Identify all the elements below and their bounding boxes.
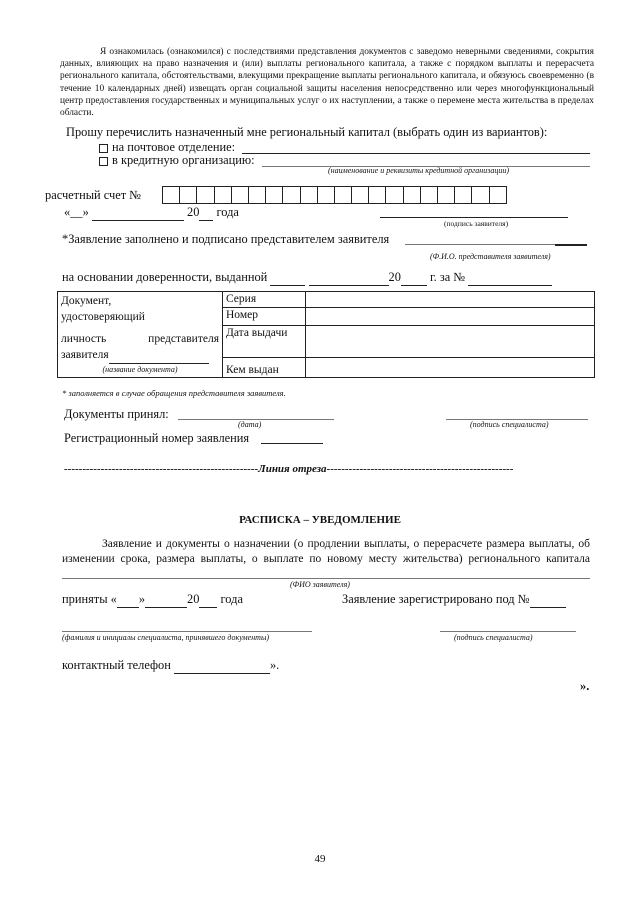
receipt-accepted-prefix: приняты « xyxy=(62,592,117,606)
cut-line xyxy=(64,463,513,475)
proxy-year-prefix: 20 xyxy=(388,270,401,284)
issue-date-value[interactable] xyxy=(306,325,595,358)
applicant-signature-line[interactable] xyxy=(380,217,568,218)
page-number: 49 xyxy=(314,853,326,865)
account-digit-cell[interactable] xyxy=(197,187,214,204)
number-value[interactable] xyxy=(306,307,595,325)
series-value[interactable] xyxy=(306,292,595,308)
representative-note: *Заявление заполнено и подписано представителем заявителя xyxy=(62,232,390,246)
reg-number-field[interactable] xyxy=(261,443,323,444)
account-digit-cell[interactable] xyxy=(317,187,334,204)
specialist-signature-caption: (подпись специалиста) xyxy=(470,420,549,429)
date-open-quote: «__» xyxy=(64,205,89,219)
date-line xyxy=(64,205,239,221)
contact-phone-label: контактный телефон xyxy=(62,658,171,672)
account-digit-cell[interactable] xyxy=(300,187,317,204)
account-digit-cell[interactable] xyxy=(180,187,197,204)
receipt-registered xyxy=(342,592,566,608)
receipt-registered-label: Заявление зарегистрировано под № xyxy=(342,592,530,606)
account-digit-cell[interactable] xyxy=(231,187,248,204)
receipt-year-prefix: 20 xyxy=(187,592,200,606)
receipt-specialist-name-line[interactable] xyxy=(62,631,312,632)
representative-document-table xyxy=(57,291,595,378)
number-label: Номер xyxy=(223,307,306,325)
receipt-accepted-line xyxy=(62,592,243,608)
issue-date-label: Дата выдачи xyxy=(223,325,306,358)
account-digit-cell[interactable] xyxy=(472,187,489,204)
option-bank[interactable] xyxy=(99,153,255,168)
date-month-field[interactable] xyxy=(92,205,184,221)
doc-col1-line2: удостоверяющий xyxy=(61,311,145,323)
receipt-specialist-signature-caption: (подпись специалиста) xyxy=(454,633,533,642)
post-office-line[interactable] xyxy=(242,153,590,154)
account-number-cells[interactable] xyxy=(162,186,507,204)
cut-dashes-right: --------------------------------------------------- xyxy=(326,463,514,475)
series-label: Серия xyxy=(223,292,306,308)
issued-by-value[interactable] xyxy=(306,358,595,378)
issued-by-label: Кем выдан xyxy=(223,358,306,378)
document-name-field[interactable] xyxy=(109,347,209,364)
date-year-field[interactable] xyxy=(199,205,213,221)
footnote: * заполняется в случае обращения представителя заявителя. xyxy=(62,388,286,398)
date-year-suffix: года xyxy=(216,205,239,219)
transfer-heading: Прошу перечислить назначенный мне региональный капитал (выбрать один из вариантов): xyxy=(66,125,548,139)
doc-col1-line4-text: заявителя xyxy=(61,349,109,361)
contact-phone-field[interactable] xyxy=(174,658,270,674)
cut-label: Линия отреза xyxy=(258,463,327,475)
doc-col1-line1: Документ, xyxy=(61,295,112,307)
date-year-prefix: 20 xyxy=(187,205,200,219)
representative-fio-line-end xyxy=(555,244,587,246)
bank-caption: (наименование и реквизиты кредитной организации) xyxy=(328,166,510,175)
account-digit-cell[interactable] xyxy=(266,187,283,204)
representative-fio-caption: (Ф.И.О. представителя заявителя) xyxy=(430,252,551,261)
receipt-fio-caption: (ФИО заявителя) xyxy=(290,580,350,589)
account-label: расчетный счет № xyxy=(45,188,142,202)
receipt-month-field[interactable] xyxy=(145,592,187,608)
proxy-suffix: г. за № xyxy=(430,270,466,284)
accepted-date-caption: (дата) xyxy=(238,420,262,429)
doc-col1-line4 xyxy=(61,347,219,364)
receipt-reg-number-field[interactable] xyxy=(530,592,566,608)
document-name-caption: (название документа) xyxy=(102,365,178,374)
receipt-specialist-name-caption: (фамилия и инициалы специалиста, принявшего документы) xyxy=(62,633,270,642)
proxy-prefix: на основании доверенности, выданной xyxy=(62,270,268,284)
checkbox-bank[interactable] xyxy=(99,157,108,166)
representative-fio-line[interactable] xyxy=(405,244,555,245)
document-type-cell xyxy=(58,292,223,378)
account-digit-cell[interactable] xyxy=(420,187,437,204)
closing-mark: ». xyxy=(580,679,590,693)
account-digit-cell[interactable] xyxy=(283,187,300,204)
proxy-number-field[interactable] xyxy=(468,270,552,286)
cut-dashes-left: ----------------------------------------------------- xyxy=(64,463,259,475)
contact-phone xyxy=(62,658,279,674)
receipt-year-field[interactable] xyxy=(199,592,217,608)
option-bank-label: в кредитную организацию: xyxy=(112,153,255,167)
receipt-title: РАСПИСКА – УВЕДОМЛЕНИЕ xyxy=(239,514,401,526)
doc-col1-line3b: представителя xyxy=(148,333,219,345)
receipt-day-field[interactable] xyxy=(117,592,139,608)
receipt-fio-line[interactable] xyxy=(62,578,590,579)
account-digit-cell[interactable] xyxy=(438,187,455,204)
accepted-label: Документы принял: xyxy=(64,407,169,421)
checkbox-post[interactable] xyxy=(99,144,108,153)
proxy-year-field[interactable] xyxy=(401,270,427,286)
doc-col1-line3 xyxy=(61,331,219,347)
account-digit-cell[interactable] xyxy=(386,187,403,204)
receipt-accepted-mid: » xyxy=(138,592,146,606)
receipt-accepted-suffix: года xyxy=(220,592,243,606)
account-digit-cell[interactable] xyxy=(489,187,506,204)
doc-col1-line3a: личность xyxy=(61,333,107,345)
account-digit-cell[interactable] xyxy=(403,187,420,204)
applicant-signature-caption: (подпись заявителя) xyxy=(444,219,509,228)
account-digit-cell[interactable] xyxy=(334,187,351,204)
account-digit-cell[interactable] xyxy=(163,187,180,204)
receipt-specialist-signature-line[interactable] xyxy=(440,631,576,632)
contact-phone-end: ». xyxy=(269,658,280,672)
reg-number-label: Регистрационный номер заявления xyxy=(64,431,250,445)
account-digit-cell[interactable] xyxy=(248,187,265,204)
proxy-day-field[interactable] xyxy=(270,270,305,286)
account-digit-cell[interactable] xyxy=(352,187,369,204)
account-digit-cell[interactable] xyxy=(369,187,386,204)
option-post-label: на почтовое отделение: xyxy=(112,140,236,154)
receipt-body: Заявление и документы о назначении (о продлении выплаты, о перерасчете размера выплаты, об изменении срока, размера выплаты, о выплате по новому месту жительства) регионального капитала xyxy=(62,538,590,565)
intro-paragraph: Я ознакомилась (ознакомился) с последствиями представления документов с заведомо неверными сведениями, сокрытия данных, влияющих на право назначения и (или) выплаты регионального капитала, а также с порядком выплаты и перерасчета регионального капитала, обстоятельствами, влекущими прекращение выплаты регионального капитала, и обязуюсь своевременно (в течение 10 календарных дней) извещать орган социальной защиты населения непосредственно или через многофункциональный центр предоставления государственных и муниципальных услуг о их наступлении, а также о перемене места жительства в пределах области. xyxy=(60,47,594,119)
account-digit-cell[interactable] xyxy=(214,187,231,204)
proxy-month-field[interactable] xyxy=(309,270,389,286)
account-digit-cell[interactable] xyxy=(455,187,472,204)
proxy-line xyxy=(62,270,552,286)
